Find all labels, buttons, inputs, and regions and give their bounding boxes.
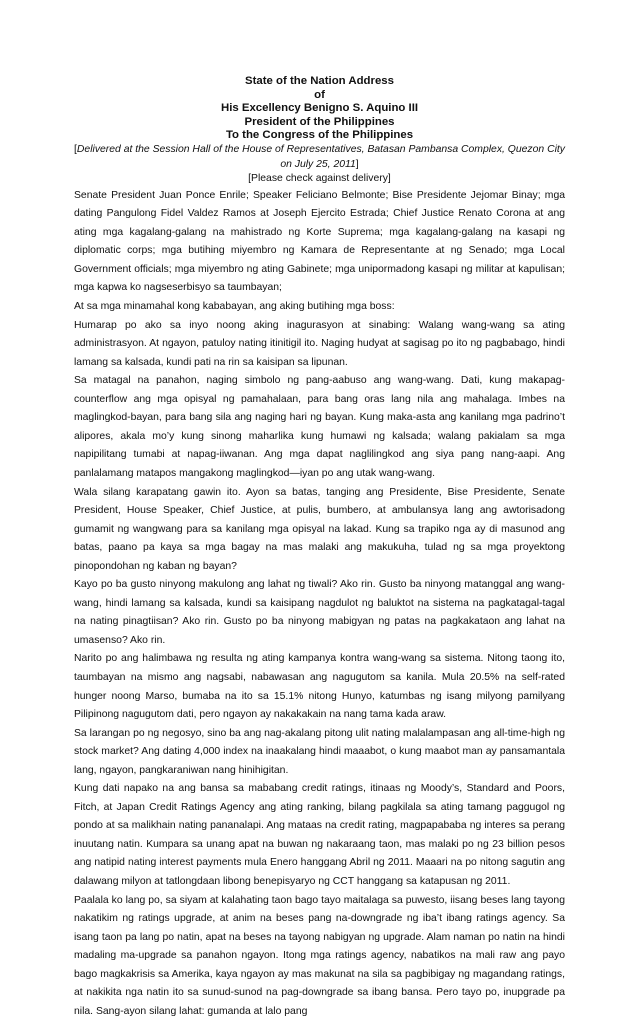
audience-line: To the Congress of the Philippines — [225, 129, 414, 142]
paragraph-inauguration: Humarap po ako sa inyo noong aking inagurasyon at sinabing: Walang wang-wang sa ating administrasyon. At ngayon, patuloy nating itinitigil ito. Naging hudyat at sagisag po ito ng pagbabago, hindi lamang sa kalsada, kundi pati na rin sa kaisipan sa lipunan. — [74, 319, 565, 368]
paragraph-stock-market: Sa larangan po ng negosyo, sino ba ang nag-akalang pitong ulit nating malalampasan ang all-time-high ng stock market? Ang dating 4,000 index na inaakalang hindi maaabot, o kung maabot man ay pansamantala lang, ngayon, pangkaraniwan nang hinihigitan. — [74, 727, 565, 776]
speech-title: State of the Nation Address — [245, 75, 394, 87]
title-of: of — [314, 88, 325, 101]
paragraph-no-right: Wala silang karapatang gawin ito. Ayon sa batas, tanging ang Presidente, Bise Presidente, Senate President, House Speaker, Chief Justice, at pulis, bumbero, at ambulansya lang ang awtorisadong gumamit ng wangwang para sa kanilang mga opisyal na lakad. Kung sa trapiko nga ay di masunod ang batas, paano pa kaya sa mga bagay na mas malaki ang makukuha, tulad ng sa mga proyektong pinopondohan ng kaban ng bayan? — [74, 486, 565, 572]
paragraph-hunger-results: Narito po ang halimbawa ng resulta ng ating kampanya kontra wang-wang sa sistema. Nitong taong ito, taumbayan na mismo ang nagsabi, nabawasan ang nagugutom sa kanila. Mula 20.5% na self-rated hunger noong Marso, bumaba na ito sa 15.1% nitong Hunyo, katumbas ng isang milyong pamilyang Pilipinong nagugutom dati, pero ngayon ay nakakakain na nang tama kada araw. — [74, 653, 565, 721]
document-body — [74, 75, 565, 1021]
paragraph-salutation: Senate President Juan Ponce Enrile; Speaker Feliciano Belmonte; Bise Presidente Jejomar Binay; mga dating Pangulong Fidel Valdez Ramos at Joseph Ejercito Estrada; Chief Justice Renato Corona at ang ating mga kagalang-galang na mahistrado ng Korte Suprema; mga kagalang-galang na kasapi ng diplomatic corps; mga butihing miyembro ng Kamara de Representante at ng Senado; mga Local Government officials; mga miyembro ng ating Gabinete; mga unipormadong kasapi ng militar at kapulisan; mga kapwa ko nagseserbisyo sa taumbayan; — [74, 189, 565, 294]
delivery-note-open-bracket: [ — [74, 143, 77, 155]
delivery-note — [68, 143, 571, 172]
paragraph-wang-wang-symbol: Sa matagal na panahon, naging simbolo ng pang-aabuso ang wang-wang. Dati, kung makapag-counterflow ang mga opisyal ng pamahalaan, para bang oras lang nila ang mahalaga. Imbes na maglingkod-bayan, para bang sila ang naging hari ng bayan. Kung maka-asta ang kanilang mga padrino’t alipores, akala mo’y kung sinong maharlika kung humawi ng kalsada; walang pakialam sa mga napipilitang tumabi at napag-iiwanan. Ang mga dapat naglilingkod ang siya pang nang-aapi. Ang panlalamang matapos mangakong maglingkod—iyan po ang utak wang-wang. — [74, 375, 565, 479]
paragraph-greeting-boss: At sa mga minamahal kong kababayan, ang aking butihing mga boss: — [74, 301, 395, 313]
paragraph-credit-ratings: Kung dati napako na ang bansa sa mababang credit ratings, itinaas ng Moody’s, Standard and Poors, Fitch, at Japan Credit Ratings Agency ang ating ranking, bilang pagkilala sa ating tamang paggugol ng pondo at sa malikhain nating pananalapi. Ang mataas na credit rating, magpapababa ng interes sa perang inuutang natin. Kumpara sa unang apat na buwan ng nakaraang taon, mas malaki po ng 23 billion pesos ang natipid nating interest payments mula Enero hanggang Abril ng 2011. Maaari na po nitong sagutin ang dalawang milyon at tatlongdaan libong benepisyaryo ng CCT hanggang sa katapusan ng 2011. — [74, 783, 565, 887]
speaker-position: President of the Philippines — [244, 115, 395, 128]
paragraph-ako-rin: Kayo po ba gusto ninyong makulong ang lahat ng tiwali? Ako rin. Gusto ba ninyong matanggal ang wang-wang, hindi lamang sa kalsada, kundi sa kaisipang nagdulot ng baluktot na sistema na pagkatagal-tagal na nating pinagtiisan? Ako rin. Gusto po ba ninyong mabigyan ng patas na pagkakataon ang lahat na umasenso? Ako rin. — [74, 579, 565, 646]
delivery-note-text: Delivered at the Session Hall of the House of Representatives, Batasan Pambansa Complex, Quezon City on July 25, 2011 — [76, 143, 565, 170]
speech-title-block — [74, 75, 565, 143]
paragraph-ratings-upgrade: Paalala ko lang po, sa siyam at kalahating taon bago tayo maitalaga sa puwesto, iisang beses lang tayong nakatikim ng ratings upgrade, at anim na beses pang na-downgrade ng iba’t ibang ratings agency. Sa isang taon pa lang po natin, apat na beses na tayong nabigyan ng upgrade. Alam naman po natin na hindi madaling ma-upgrade sa panahon ngayon. Itong mga ratings agency, nabatikos na mali raw ang payo bago magkakrisis sa Amerika, kaya ngayon ay mas makunat na sila sa pagbibigay ng magandang ratings, at nakikita nga natin ito sa sunud-sunod na pag-downgrade sa ibang bansa. Pero tayo po, inupgrade pa nila. Sang-ayon silang lahat: gumanda at lalo pang — [74, 894, 565, 1017]
delivery-note-close-bracket: ] — [355, 158, 359, 170]
check-against-delivery-note: [Please check against delivery] — [248, 173, 391, 185]
speaker-name: His Excellency Benigno S. Aquino III — [220, 102, 419, 115]
